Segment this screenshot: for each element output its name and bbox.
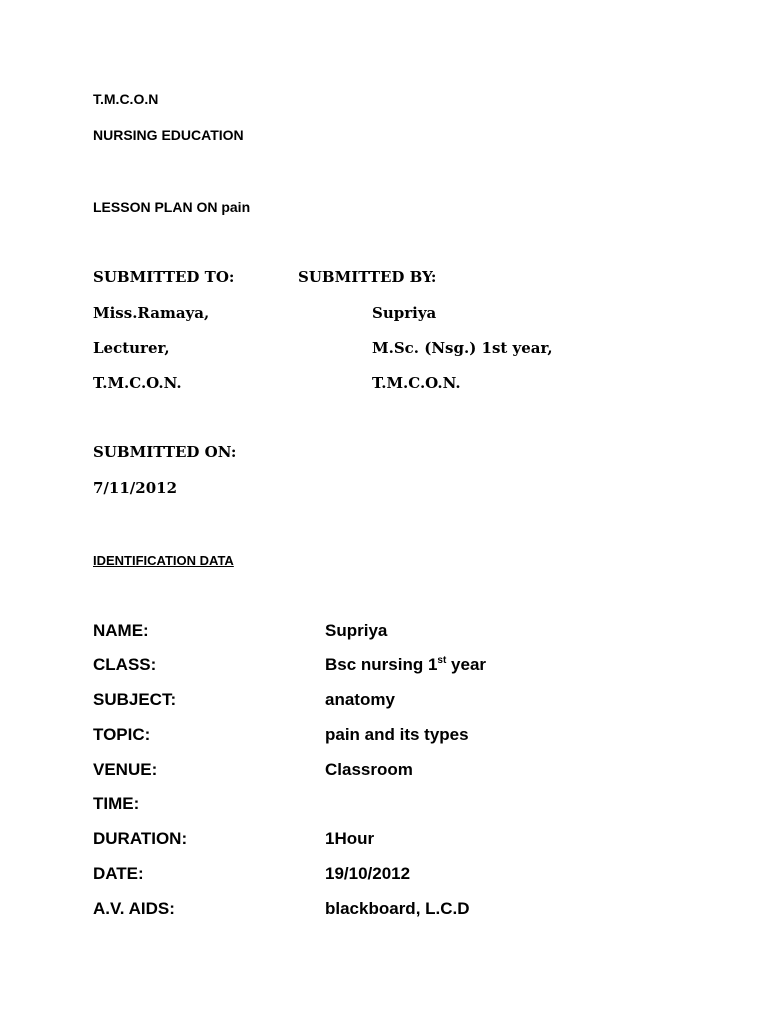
ordinal-suffix: st [437, 655, 447, 666]
identification-data-heading: IDENTIFICATION DATA [93, 553, 234, 568]
id-label: NAME: [93, 621, 149, 640]
lesson-plan-title: LESSON PLAN ON pain [93, 199, 251, 215]
submitted-to-institution: T.M.C.O.N. [93, 374, 182, 392]
id-label: A.V. AIDS: [93, 899, 175, 918]
id-value: Supriya [325, 621, 388, 640]
submitted-to-designation: Lecturer, [93, 339, 170, 357]
class-value-text: Bsc nursing 1 [325, 655, 438, 674]
submitted-by-heading: SUBMITTED BY: [298, 268, 437, 286]
id-label: VENUE: [93, 760, 158, 779]
id-label: TIME: [93, 794, 140, 813]
class-value-suffix: year [446, 655, 487, 674]
id-value: blackboard, L.C.D [325, 899, 470, 918]
id-value: 19/10/2012 [325, 864, 411, 883]
id-value: anatomy [325, 690, 395, 709]
submitted-to-name: Miss.Ramaya, [93, 304, 210, 322]
submitted-by-name: Supriya [372, 304, 437, 322]
submitted-by-institution: T.M.C.O.N. [372, 374, 461, 392]
submitted-to-heading: SUBMITTED TO: [93, 268, 235, 286]
id-value: 1Hour [325, 829, 375, 848]
submitted-on-heading: SUBMITTED ON: [93, 443, 237, 461]
department-name: NURSING EDUCATION [93, 127, 244, 143]
id-value: Classroom [325, 760, 413, 779]
submitted-on-date: 7/11/2012 [93, 479, 178, 497]
id-label: DATE: [93, 864, 144, 883]
id-label: SUBJECT: [93, 690, 177, 709]
id-value: pain and its types [325, 725, 469, 744]
submitted-by-course: M.Sc. (Nsg.) 1st year, [372, 339, 553, 357]
institution-name: T.M.C.O.N [93, 91, 159, 107]
id-label: TOPIC: [93, 725, 151, 744]
id-label: CLASS: [93, 655, 157, 674]
id-value-class [325, 656, 486, 673]
id-label: DURATION: [93, 829, 188, 848]
